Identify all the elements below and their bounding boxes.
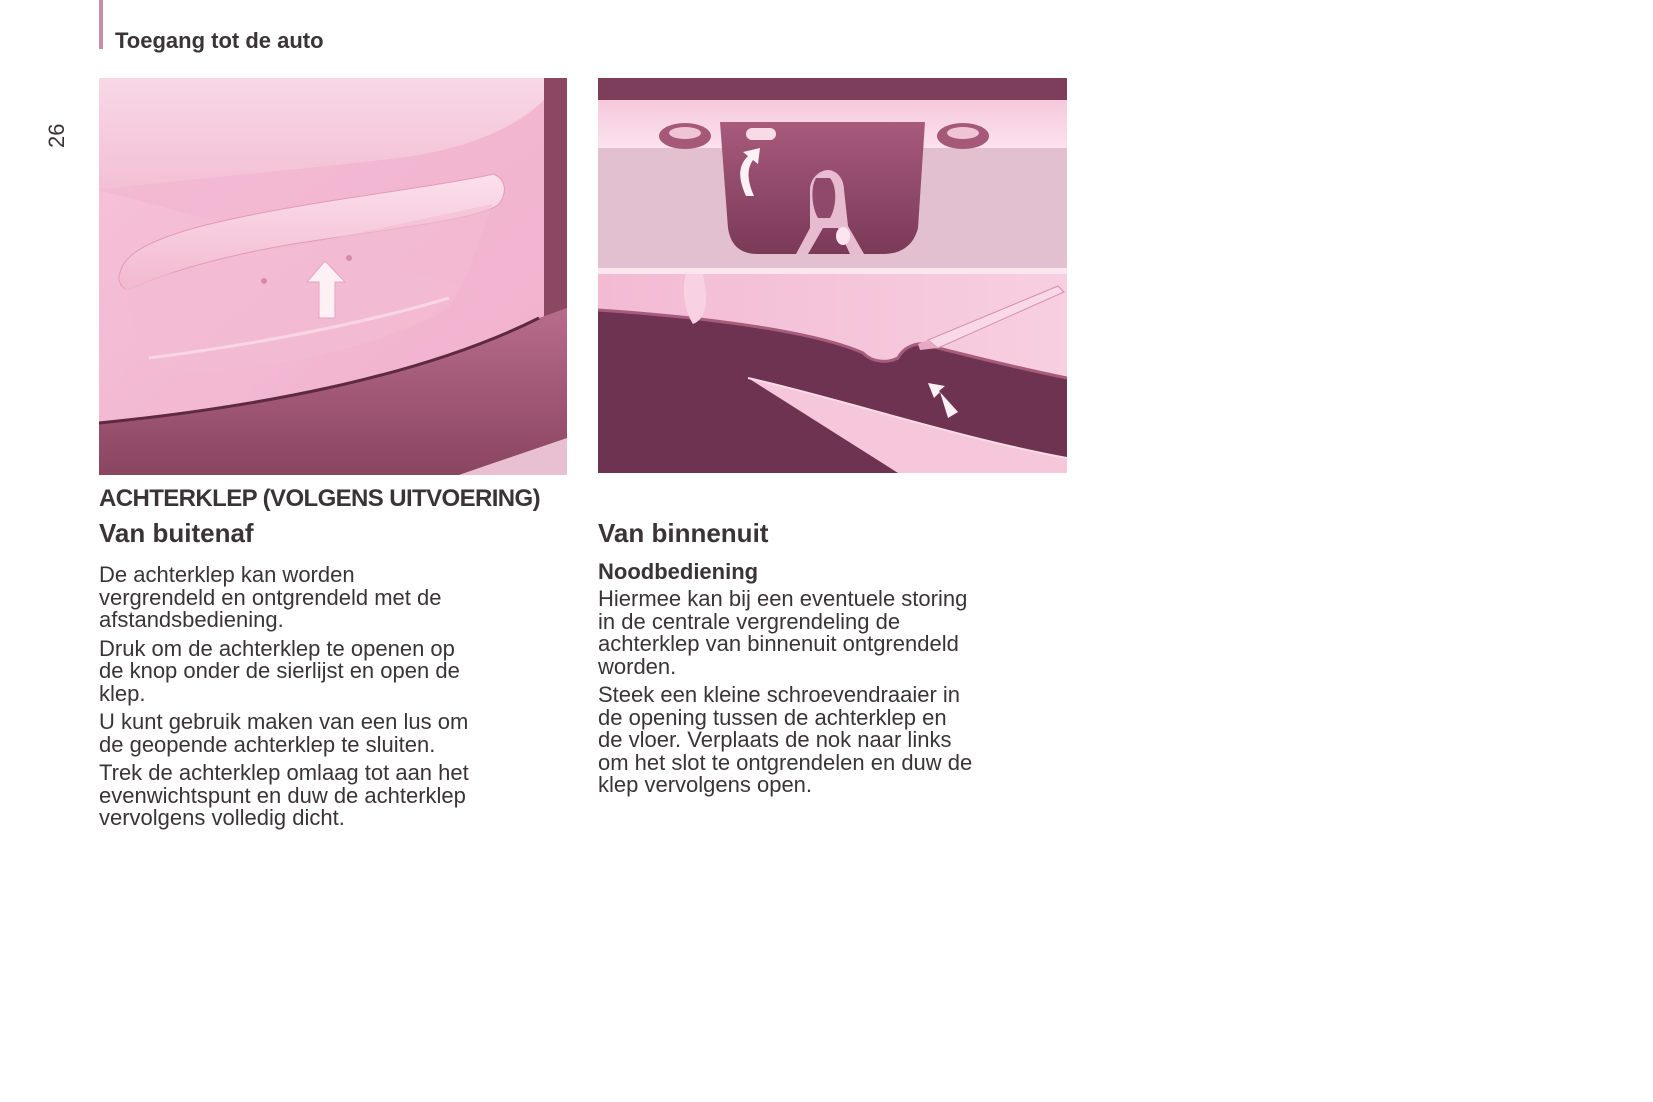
tailgate-interior-lock-illustration xyxy=(598,78,1067,473)
paragraph: Steek een kleine schroevendraaier in de opening tussen de achterklep en de vloer. Verplaats de nok naar links om het slot te ontgrendelen en duw de klep vervolgens open. xyxy=(598,682,973,797)
tailgate-exterior-handle-illustration xyxy=(99,78,567,475)
subheading-outside: Van buitenaf xyxy=(99,518,254,548)
subheading-inside: Van binnenuit xyxy=(598,518,769,548)
section-title: ACHTERKLEP (VOLGENS UITVOERING) xyxy=(99,485,540,512)
paragraph: Hiermee kan bij een eventuele storing in de centrale vergrendeling de achterklep van binnenuit ontgrendeld worden. xyxy=(598,586,968,679)
emergency-control-heading: Noodbediening xyxy=(598,559,759,584)
paragraph-list xyxy=(99,564,564,830)
chapter-title: Toegang tot de auto xyxy=(115,28,324,53)
paragraph: Trek de achterklep omlaag tot aan het evenwichtspunt en duw de achterklep vervolgens volledig dicht. xyxy=(99,760,469,830)
tailgate-interior-illustration xyxy=(598,78,1067,473)
header-accent-bar xyxy=(99,0,103,49)
page-number: 26 xyxy=(44,123,69,148)
paragraph: De achterklep kan worden vergrendeld en ontgrendeld met de afstandsbediening. xyxy=(99,562,442,632)
right-text-column xyxy=(598,484,1063,797)
tailgate-exterior-illustration xyxy=(99,78,567,475)
paragraph: U kunt gebruik maken van een lus om de geopende achterklep te sluiten. xyxy=(99,709,469,757)
paragraph: Druk om de achterklep te openen op de knop onder de sierlijst en open de klep. xyxy=(99,635,460,706)
paragraph-list xyxy=(598,588,1063,797)
left-text-column xyxy=(99,484,564,830)
